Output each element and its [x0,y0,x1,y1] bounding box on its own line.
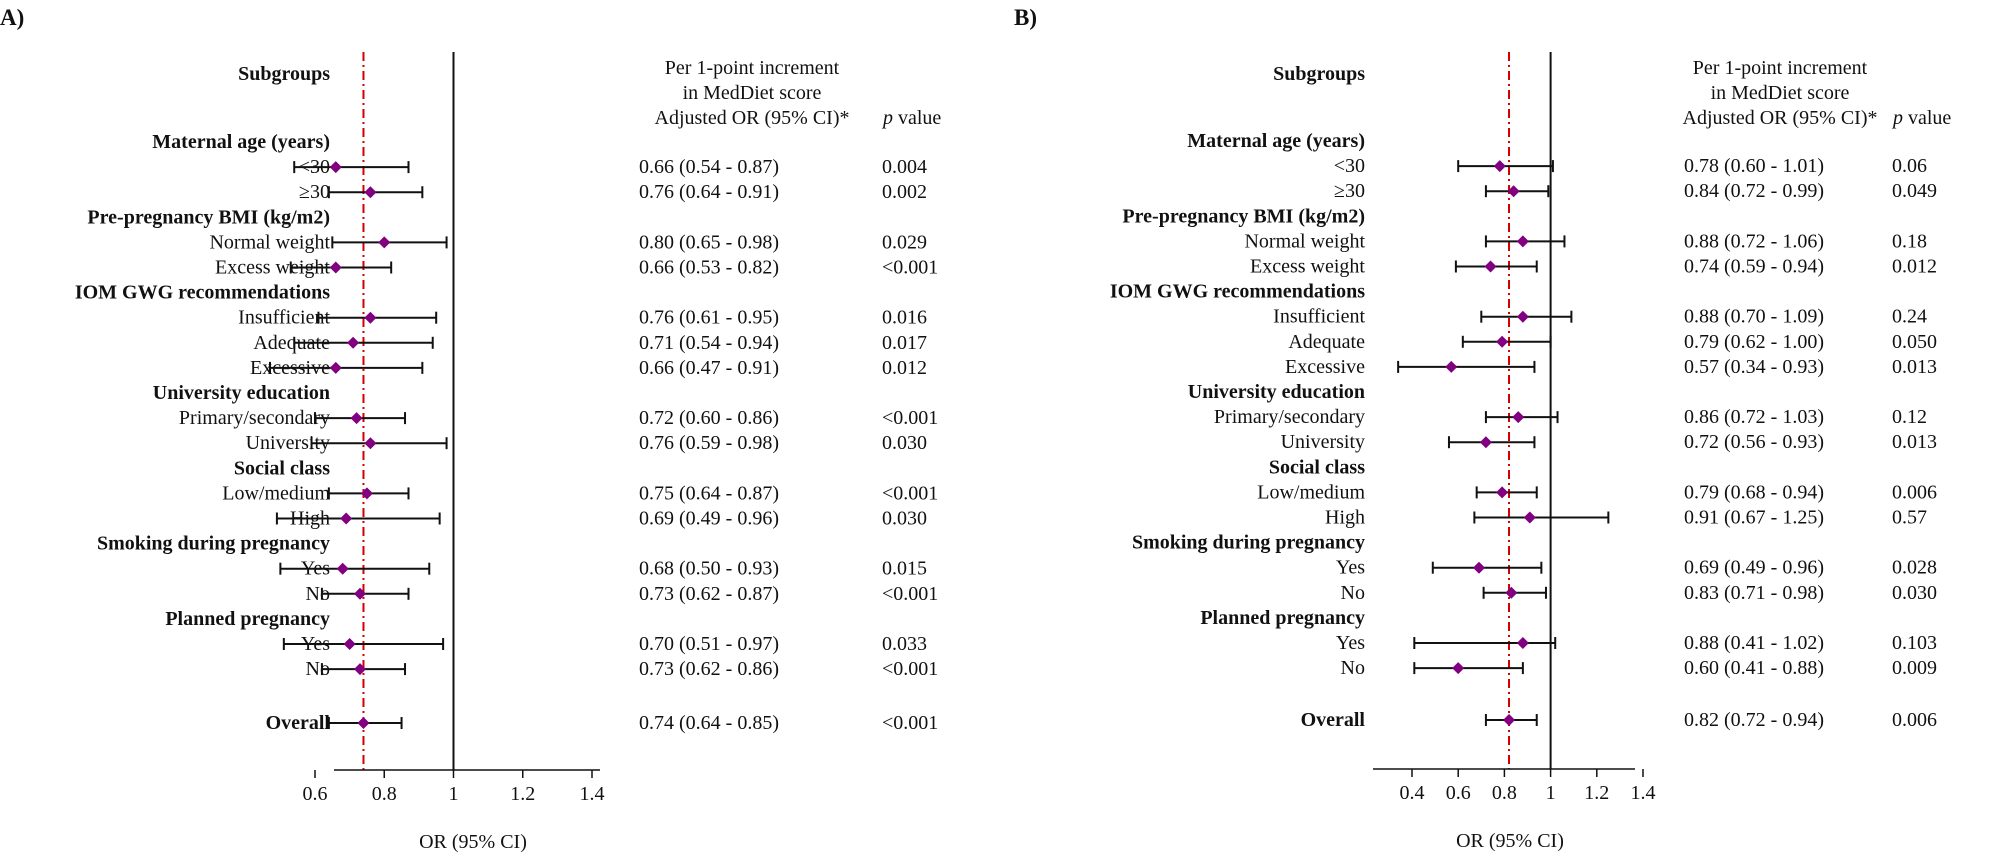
p-value: 0.012 [882,356,927,379]
p-value: <0.001 [882,658,939,681]
or-point-marker [1494,160,1506,172]
or-ci-value: 0.79 (0.62 - 1.00) [1684,330,1824,353]
or-ci-value: 0.74 (0.59 - 0.94) [1684,255,1824,278]
or-point-marker [330,362,342,374]
subgroup-header: Social class [1268,456,1365,479]
subgroup-header: Planned pregnancy [165,607,330,630]
subgroup-header: IOM GWG recommendations [1109,280,1365,303]
or-ci-value: 0.83 (0.71 - 0.98) [1684,581,1824,604]
or-point-marker [344,638,356,650]
or-ci-value: 0.86 (0.72 - 1.03) [1684,406,1824,429]
or-ci-value: 0.72 (0.56 - 0.93) [1684,431,1824,454]
or-point-marker [1485,261,1497,273]
p-value: <0.001 [882,407,939,430]
or-point-marker [1445,361,1457,373]
p-value: 0.028 [1892,556,1937,579]
subgroup-header: Pre-pregnancy BMI (kg/m2) [87,206,330,229]
or-ci-value: 0.71 (0.54 - 0.94) [639,331,779,354]
forest-panel-b [1014,5,1951,852]
p-value: <0.001 [882,712,939,734]
forest-panel-a [0,5,941,853]
x-axis-label: OR (95% CI) [1456,830,1564,852]
p-value-header-italic: p [883,107,893,129]
or-point-marker [1517,311,1529,323]
or-ci-value: 0.72 (0.60 - 0.86) [639,407,779,430]
or-ci-value: 0.76 (0.61 - 0.95) [639,306,779,329]
x-tick-label: 0.8 [1491,782,1517,804]
or-point-marker [1480,436,1492,448]
subgroup-header: University education [152,382,330,404]
or-point-marker [1517,637,1529,649]
subgroup-label: Primary/secondary [178,407,330,430]
or-point-marker [378,236,390,248]
or-header-line: Adjusted OR (95% CI)* [1682,107,1878,129]
p-value: 0.016 [882,306,927,329]
or-point-marker [1503,714,1515,726]
subgroups-header: Subgroups [1273,63,1365,85]
p-value: 0.015 [882,557,927,580]
x-tick-label: 0.4 [1399,782,1425,804]
x-tick-label: 1.4 [1630,782,1656,804]
p-value: 0.013 [1892,431,1937,454]
subgroup-label: University [1280,431,1365,454]
subgroup-label: <30 [1333,155,1365,178]
or-ci-value: 0.57 (0.34 - 0.93) [1684,355,1824,378]
or-ci-value: 0.76 (0.59 - 0.98) [639,432,779,455]
p-value: 0.049 [1892,180,1937,203]
p-value: <0.001 [882,582,939,605]
subgroup-header: University education [1187,381,1365,403]
subgroup-label: No [1340,581,1365,604]
p-value: 0.029 [882,231,927,254]
p-value: 0.030 [882,507,927,530]
or-point-marker [357,717,369,729]
or-point-marker [1452,662,1464,674]
subgroup-label: No [305,658,330,681]
p-value: 0.013 [1892,355,1937,378]
or-ci-value: 0.74 (0.64 - 0.85) [639,712,779,734]
or-ci-value: 0.68 (0.50 - 0.93) [639,557,779,580]
or-point-marker [1505,587,1517,599]
or-ci-value: 0.80 (0.65 - 0.98) [639,231,779,254]
p-value-header [1891,107,1951,129]
or-point-marker [1517,235,1529,247]
p-value: 0.004 [882,156,927,179]
panel-label: A) [0,5,25,30]
overall-label: Overall [1300,709,1365,731]
p-value: 0.06 [1892,155,1927,178]
subgroup-label: High [1325,506,1365,529]
p-value: 0.030 [882,432,927,455]
subgroups-header: Subgroups [238,63,330,85]
subgroup-label: ≥30 [1334,180,1365,203]
subgroup-label: Adequate [253,331,330,354]
x-tick-label: 0.8 [371,783,397,805]
p-value: 0.103 [1892,632,1937,654]
p-value: 0.050 [1892,330,1937,353]
x-tick-label: 0.6 [1445,782,1471,804]
p-value: 0.002 [882,181,927,204]
subgroup-label: Yes [1335,556,1365,579]
subgroup-label: Insufficient [238,306,330,329]
or-point-marker [1524,512,1536,524]
or-ci-value: 0.88 (0.41 - 1.02) [1684,632,1824,654]
or-ci-value: 0.60 (0.41 - 0.88) [1684,657,1824,680]
or-point-marker [340,513,352,525]
or-ci-value: 0.79 (0.68 - 0.94) [1684,481,1824,504]
subgroup-label: Excess weight [1250,255,1365,278]
or-ci-value: 0.73 (0.62 - 0.86) [639,658,779,681]
subgroup-label: <30 [298,156,330,179]
x-tick-label: 1.4 [579,783,605,805]
p-value: 0.017 [882,331,927,354]
or-ci-value: 0.66 (0.53 - 0.82) [639,256,779,279]
or-ci-value: 0.88 (0.72 - 1.06) [1684,230,1824,253]
or-ci-value: 0.66 (0.54 - 0.87) [639,156,779,179]
x-tick-label: 1.2 [1584,782,1610,804]
subgroup-label: No [305,582,330,605]
or-point-marker [1473,562,1485,574]
or-header-line: in MedDiet score [1710,82,1850,104]
subgroup-header: Maternal age (years) [1187,130,1365,152]
or-ci-value: 0.73 (0.62 - 0.87) [639,582,779,605]
p-value-header-rest: value [893,107,942,129]
or-point-marker [364,437,376,449]
or-ci-value: 0.91 (0.67 - 1.25) [1684,506,1824,529]
or-header-line: in MedDiet score [682,82,822,104]
or-ci-value: 0.88 (0.70 - 1.09) [1684,305,1824,328]
or-point-marker [1496,486,1508,498]
or-point-marker [1512,411,1524,423]
p-value: <0.001 [882,482,939,505]
or-point-marker [337,563,349,575]
p-value-header-italic: p [1893,107,1903,129]
or-point-marker [330,262,342,274]
x-tick-label: 1 [448,783,459,805]
or-ci-value: 0.82 (0.72 - 0.94) [1684,709,1824,731]
p-value: 0.009 [1892,657,1937,680]
subgroup-header: Social class [233,457,330,480]
p-value: 0.57 [1892,506,1927,529]
subgroup-header: Pre-pregnancy BMI (kg/m2) [1122,205,1365,228]
subgroup-label: Low/medium [222,482,330,505]
or-point-marker [364,186,376,198]
subgroup-header: Smoking during pregnancy [1131,531,1365,554]
subgroup-label: Low/medium [1257,481,1365,504]
p-value: 0.24 [1892,305,1927,328]
or-ci-value: 0.69 (0.49 - 0.96) [1684,556,1824,579]
subgroup-label: High [290,507,330,530]
or-header-line: Per 1-point increment [1692,57,1868,79]
subgroup-label: Yes [300,633,330,655]
panel-label: B) [1014,5,1037,30]
p-value: 0.030 [1892,581,1937,604]
x-axis-label: OR (95% CI) [419,831,527,853]
p-value-header-rest: value [1903,107,1952,129]
or-ci-value: 0.70 (0.51 - 0.97) [639,633,779,655]
subgroup-label: Adequate [1288,330,1365,353]
subgroup-label: Excess weight [215,256,330,279]
or-ci-value: 0.76 (0.64 - 0.91) [639,181,779,204]
subgroup-header: Planned pregnancy [1200,606,1365,629]
p-value: 0.006 [1892,481,1937,504]
subgroup-header: Maternal age (years) [152,131,330,153]
subgroup-header: IOM GWG recommendations [74,281,330,304]
or-point-marker [347,337,359,349]
subgroup-header: Smoking during pregnancy [96,532,330,555]
or-point-marker [351,412,363,424]
x-tick-label: 1.2 [510,783,536,805]
x-tick-label: 1 [1545,782,1556,804]
p-value: 0.012 [1892,255,1937,278]
subgroup-label: Excessive [250,356,330,379]
p-value: 0.12 [1892,406,1927,429]
subgroup-label: ≥30 [299,181,330,204]
p-value: <0.001 [882,256,939,279]
subgroup-label: University [245,432,330,455]
p-value: 0.033 [882,633,927,655]
p-value: 0.18 [1892,230,1927,253]
or-ci-value: 0.66 (0.47 - 0.91) [639,356,779,379]
p-value: 0.006 [1892,709,1937,731]
subgroup-label: Primary/secondary [1213,406,1365,429]
subgroup-label: Insufficient [1273,305,1365,328]
subgroup-label: Normal weight [209,231,330,254]
or-ci-value: 0.75 (0.64 - 0.87) [639,482,779,505]
overall-label: Overall [265,712,330,734]
subgroup-label: Excessive [1285,355,1365,378]
or-ci-value: 0.69 (0.49 - 0.96) [639,507,779,530]
or-point-marker [1496,336,1508,348]
subgroup-label: Yes [300,557,330,580]
or-ci-value: 0.78 (0.60 - 1.01) [1684,155,1824,178]
or-point-marker [330,161,342,173]
or-ci-value: 0.84 (0.72 - 0.99) [1684,180,1824,203]
subgroup-label: Yes [1335,632,1365,654]
subgroup-label: Normal weight [1244,230,1365,253]
subgroup-label: No [1340,657,1365,680]
or-header-line: Per 1-point increment [664,57,840,79]
or-header-line: Adjusted OR (95% CI)* [654,107,850,129]
x-tick-label: 0.6 [302,783,328,805]
or-point-marker [364,312,376,324]
p-value-header [881,107,941,129]
